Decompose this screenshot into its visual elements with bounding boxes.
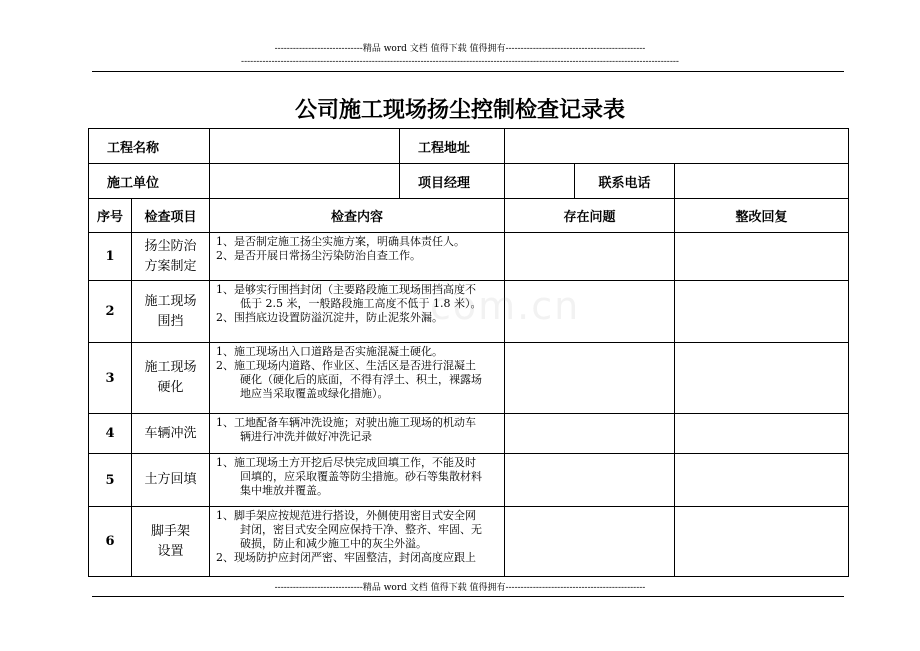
footer-banner: -----------------------------精品 word 文档 值得下载 值得拥有----------------------------------------------	[274, 583, 646, 593]
inspection-table	[88, 128, 849, 577]
rectification-cell[interactable]	[675, 454, 849, 507]
check-content	[210, 233, 505, 281]
footer-rule	[92, 596, 844, 597]
info-row-2	[89, 164, 849, 199]
check-item-line: 硬化	[157, 380, 184, 395]
row-number: 5	[89, 454, 132, 507]
check-item	[132, 454, 210, 507]
content-line: 1、是够实行围挡封闭（主要路段施工现场围挡高度不	[216, 283, 477, 296]
check-item-line: 扬尘防治	[144, 238, 197, 254]
issues-cell[interactable]	[505, 281, 675, 343]
watermark: com.cn	[430, 284, 581, 328]
contact-phone-label: 联系电话	[575, 164, 675, 199]
table-row	[89, 281, 849, 343]
check-content	[210, 507, 505, 577]
project-manager-label: 项目经理	[400, 164, 505, 199]
check-item-line: 方案制定	[144, 258, 197, 274]
header-banner-dashes: ------------------------------------------------------------------------------------------------------------------------------------------------	[241, 57, 679, 67]
content-line: 1、施工现场出入口道路是否实施混凝土硬化。	[216, 345, 444, 358]
check-content	[210, 281, 505, 343]
row-number: 4	[89, 414, 132, 454]
content-line: 低于 2.5 米，一般路段施工高度不低于 1.8 米）。	[240, 297, 482, 310]
project-manager-value[interactable]	[505, 164, 575, 199]
table-row	[89, 414, 849, 454]
col-header-item: 检查项目	[132, 199, 210, 233]
table-row	[89, 343, 849, 414]
check-item-line: 施工现场	[144, 293, 197, 309]
row-number: 2	[89, 281, 132, 343]
check-content	[210, 414, 505, 454]
content-line: 2、施工现场内道路、作业区、生活区是否进行混凝土	[216, 359, 477, 372]
page-title: 公司施工现场扬尘控制检查记录表	[294, 98, 625, 123]
issues-cell[interactable]	[505, 414, 675, 454]
issues-cell[interactable]	[505, 343, 675, 414]
col-header-issues: 存在问题	[505, 199, 675, 233]
rectification-cell[interactable]	[675, 343, 849, 414]
check-item	[132, 343, 210, 414]
check-item	[132, 233, 210, 281]
col-header-content: 检查内容	[210, 199, 505, 233]
check-item-line: 车辆冲洗	[144, 425, 197, 441]
check-item-line: 设置	[157, 543, 184, 559]
content-line: 回填的，应采取覆盖等防尘措施。砂石等集散材料	[240, 470, 483, 483]
content-line: 地应当采取覆盖或绿化措施）。	[240, 387, 389, 400]
construction-unit-value[interactable]	[210, 164, 400, 199]
issues-cell[interactable]	[505, 233, 675, 281]
content-line: 2、现场防护应封闭严密、牢固整洁，封闭高度应跟上	[216, 551, 477, 564]
issues-cell[interactable]	[505, 507, 675, 577]
issues-cell[interactable]	[505, 454, 675, 507]
content-line: 辆进行冲洗并做好冲洗记录	[240, 430, 373, 443]
content-line: 2、是否开展日常扬尘污染防治自查工作。	[216, 249, 422, 262]
table-row	[89, 507, 849, 577]
content-line: 1、是否制定施工扬尘实施方案，明确具体责任人。	[216, 235, 466, 248]
content-line: 2、围挡底边设置防溢沉淀井，防止泥浆外漏。	[216, 311, 444, 324]
project-address-value[interactable]	[505, 129, 849, 164]
contact-phone-value[interactable]	[675, 164, 849, 199]
content-line: 破损，防止和减少施工中的灰尘外溢。	[240, 537, 428, 550]
row-number: 6	[89, 507, 132, 577]
check-content	[210, 454, 505, 507]
header-banner: -----------------------------精品 word 文档 值得下载 值得拥有----------------------------------------------	[274, 44, 646, 54]
row-number: 1	[89, 233, 132, 281]
rectification-cell[interactable]	[675, 233, 849, 281]
check-item-line: 围挡	[157, 313, 184, 329]
check-item-line: 施工现场	[144, 360, 197, 375]
content-line: 1、工地配备车辆冲洗设施；对驶出施工现场的机动车	[216, 416, 477, 429]
table-row	[89, 233, 849, 281]
content-line: 1、施工现场土方开挖后尽快完成回填工作，不能及时	[216, 456, 477, 469]
check-item	[132, 281, 210, 343]
check-item	[132, 414, 210, 454]
col-header-no: 序号	[89, 199, 132, 233]
content-line: 封闭，密目式安全网应保持干净、整齐、牢固、无	[240, 523, 483, 536]
content-line: 1、脚手架应按规范进行搭设，外侧使用密目式安全网	[216, 509, 477, 522]
check-item-line: 脚手架	[151, 523, 191, 539]
header-rule	[92, 71, 844, 72]
check-item	[132, 507, 210, 577]
rectification-cell[interactable]	[675, 414, 849, 454]
project-address-label: 工程地址	[400, 129, 505, 164]
row-number: 3	[89, 343, 132, 414]
content-line: 集中堆放并覆盖。	[240, 484, 329, 497]
col-header-rectification: 整改回复	[675, 199, 849, 233]
table-row	[89, 454, 849, 507]
check-item-line: 土方回填	[144, 472, 197, 487]
rectification-cell[interactable]	[675, 281, 849, 343]
construction-unit-label: 施工单位	[89, 164, 210, 199]
info-row-1	[89, 129, 849, 164]
check-content	[210, 343, 505, 414]
project-name-label: 工程名称	[89, 129, 210, 164]
content-line: 硬化（硬化后的底面，不得有浮土、积土，裸露场	[240, 373, 483, 386]
project-name-value[interactable]	[210, 129, 400, 164]
rectification-cell[interactable]	[675, 507, 849, 577]
column-header-row	[89, 199, 849, 233]
